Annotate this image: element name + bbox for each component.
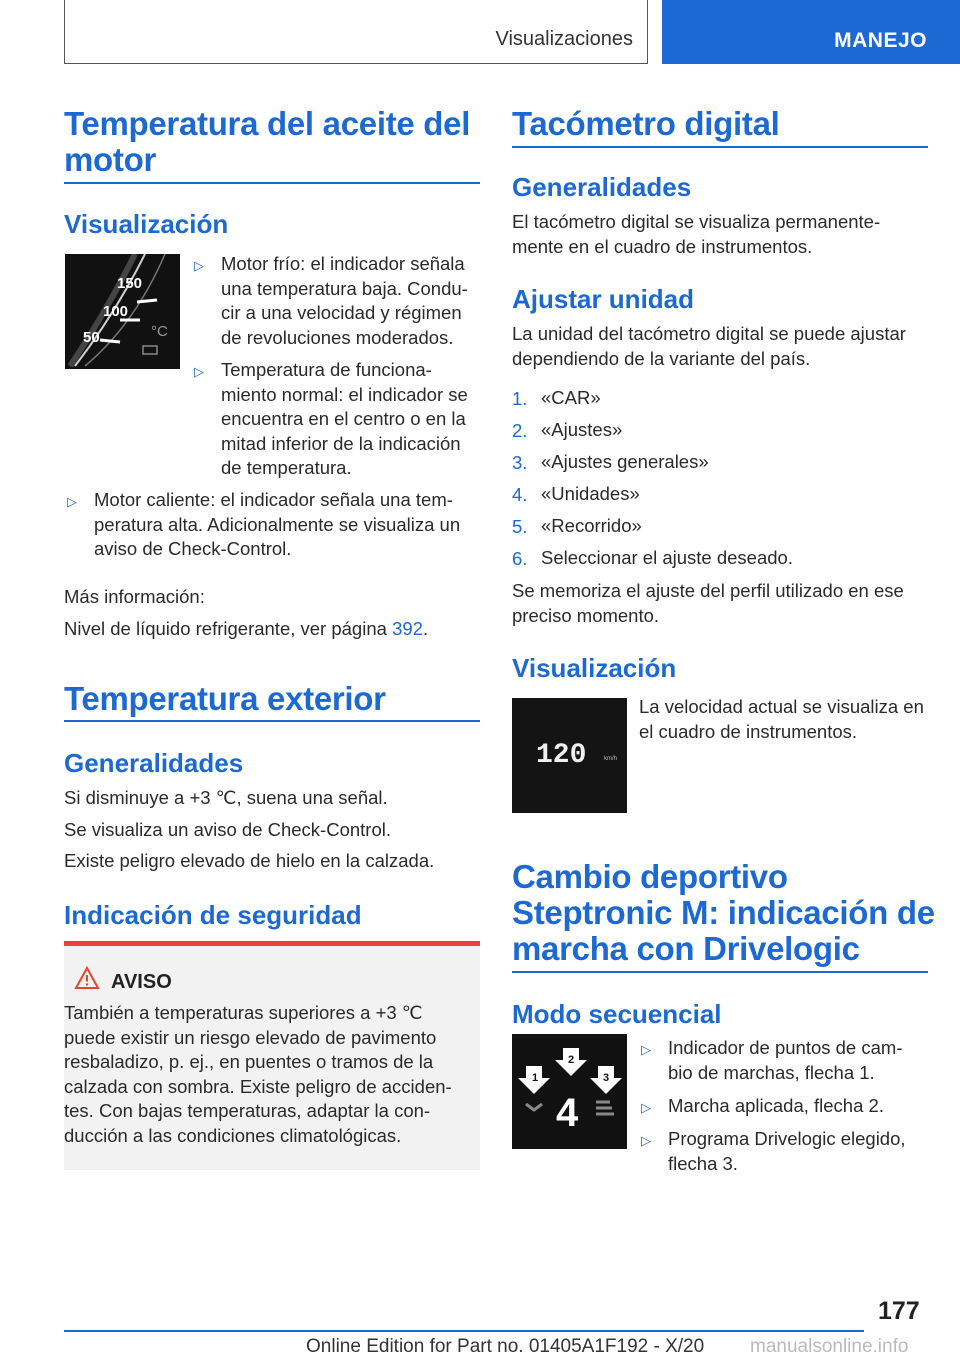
footer-rule (64, 1330, 864, 1332)
speed-unit: km/h (604, 756, 618, 762)
step-text: «Unidades» (541, 483, 640, 504)
bullet-triangle-icon: ▷ (67, 494, 77, 509)
page-number: 177 (878, 1297, 920, 1325)
digital-speed-graphic (512, 698, 627, 813)
bullet-triangle-icon: ▷ (194, 364, 204, 379)
section-rule (64, 720, 480, 722)
ext-temp-title: Temperatura exterior (64, 680, 386, 717)
ext-gen-heading: Generalidades (64, 748, 244, 778)
step-number: 3. (512, 452, 528, 473)
seq-item-line: Indicador de puntos de cam- (668, 1037, 903, 1058)
gauge-label-50: 50 (83, 329, 100, 346)
vis-item-3 (94, 488, 460, 562)
seq-item-2 (668, 1094, 884, 1119)
section-rule (512, 146, 928, 148)
step-number: 1. (512, 388, 528, 409)
coolant-reference-end: . (422, 618, 429, 639)
memo-line: Se memoriza el ajuste del perfil utilizado en ese (512, 580, 904, 601)
header-section-label: Visualizaciones (495, 28, 633, 50)
warning-line: tes. Con bajas temperaturas, adaptar la con- (64, 1100, 431, 1121)
unit-text (512, 322, 906, 371)
bullet-triangle-icon: ▷ (641, 1100, 651, 1115)
step-text: «Recorrido» (541, 515, 642, 536)
tacho-gen-heading: Generalidades (512, 172, 692, 202)
gauge-label-100: 100 (103, 303, 129, 320)
vis-item-2 (221, 358, 468, 481)
step-number: 5. (512, 516, 528, 537)
safety-heading: Indicación de seguridad (64, 900, 362, 930)
tacho-gen-line: El tacómetro digital se visualiza permanente- (512, 211, 881, 232)
ext-gen-line: Se visualiza un aviso de Check-Control. (64, 818, 391, 840)
seq-heading: Modo secuencial (512, 999, 722, 1029)
oil-gauge-graphic (65, 254, 180, 369)
section-rule (512, 971, 928, 973)
more-info-label: Más información: (64, 586, 205, 607)
vis-item-3-line: aviso de Check-Control. (94, 538, 292, 559)
oil-temp-gauge-image (65, 254, 180, 369)
gear-indicator-graphic (512, 1034, 627, 1149)
warning-triangle-icon (74, 966, 100, 990)
coolant-reference-text: Nivel de líquido refrigerante, ver página (64, 618, 393, 639)
seq-item-line: Programa Drivelogic elegido, (668, 1128, 906, 1149)
tacho-vis-line: La velocidad actual se visualiza en (639, 696, 924, 717)
vis-item-1 (221, 252, 468, 350)
ext-gen-text (64, 786, 434, 874)
gauge-label-150: 150 (117, 275, 143, 292)
unit-line: dependiendo de la variante del país. (512, 347, 811, 369)
tacho-vis-line: el cuadro de instrumentos. (639, 720, 858, 742)
step-text: «Ajustes» (541, 419, 623, 440)
header-chapter-label: MANEJO (834, 29, 927, 52)
warning-line: ducción a las condiciones climatológicas. (64, 1124, 402, 1146)
vis-item-1-line: de revoluciones moderados. (221, 326, 454, 348)
oil-temp-title-line2: motor (64, 141, 156, 178)
vis-item-1-line: una temperatura baja. Condu- (221, 277, 468, 299)
warning-line: También a temperaturas superiores a +3 ℃ (64, 1002, 423, 1023)
oil-vis-heading: Visualización (64, 209, 229, 239)
step-text: «CAR» (541, 387, 601, 408)
vis-item-2-line: mitad inferior de la indicación (221, 432, 461, 454)
header-chapter-tab (662, 0, 960, 64)
ext-gen-line: Existe peligro elevado de hielo en la calzada. (64, 850, 435, 871)
warning-line: calzada con sombra. Existe peligro de acciden- (64, 1075, 452, 1097)
tacho-gen-line: mente en el cuadro de instrumentos. (512, 235, 813, 257)
oil-temp-title (64, 106, 470, 178)
warning-line: resbaladizo, p. ej., en puentes o tramos de la (64, 1051, 434, 1072)
section-rule (64, 182, 480, 184)
warning-text (64, 1001, 452, 1148)
warning-box (64, 941, 480, 1170)
seq-item-line: bio de marchas, flecha 1. (668, 1061, 875, 1083)
vis-item-3-line: Motor caliente: el indicador señala una tem- (94, 489, 453, 510)
header-section-tab (64, 0, 648, 64)
vis-item-2-line: miento normal: el indicador se (221, 383, 468, 405)
warning-line: puede existir un riesgo elevado de pavimento (64, 1026, 437, 1048)
vis-item-1-line: Motor frío: el indicador señala (221, 253, 465, 274)
bullet-triangle-icon: ▷ (641, 1133, 651, 1148)
memo-text (512, 579, 904, 628)
tacho-title: Tacómetro digital (512, 105, 780, 142)
memo-line: preciso momento. (512, 604, 660, 626)
vis-item-2-line: encuentra en el centro o en la (221, 408, 466, 429)
footer-watermark: manualsonline.info (750, 1336, 909, 1357)
digital-speed-image (512, 698, 627, 813)
coolant-page-link[interactable]: 392 (392, 618, 423, 639)
oil-temp-title-line1: Temperatura del aceite del (64, 105, 471, 142)
seq-item-line: Marcha aplicada, flecha 2. (668, 1095, 884, 1116)
tacho-vis-heading: Visualización (512, 653, 677, 683)
arrow-label-1: 1 (532, 1072, 539, 1084)
seq-item-1 (668, 1036, 902, 1085)
bullet-triangle-icon: ▷ (641, 1042, 651, 1057)
gear-indicator-image (512, 1034, 627, 1149)
unit-heading: Ajustar unidad (512, 284, 695, 314)
gear-value: 4 (556, 1091, 579, 1135)
vis-item-2-line: de temperatura. (221, 457, 352, 478)
step-number: 4. (512, 484, 528, 505)
step-number: 2. (512, 420, 528, 441)
step-number: 6. (512, 548, 528, 569)
seq-item-line: flecha 3. (668, 1152, 738, 1174)
speed-value: 120 (536, 740, 587, 771)
gauge-unit: °C (151, 323, 168, 340)
footer-edition: Online Edition for Part no. 01405A1F192 - X/20 (306, 1336, 705, 1357)
bullet-triangle-icon: ▷ (194, 258, 204, 273)
vis-item-2-line: Temperatura de funciona- (221, 359, 432, 380)
cambio-title-line: Cambio deportivo (512, 858, 788, 895)
unit-line: La unidad del tacómetro digital se puede ajustar (512, 323, 906, 344)
cambio-title-line: marcha con Drivelogic (512, 930, 860, 967)
cambio-title (512, 859, 935, 967)
tacho-vis-text (639, 695, 924, 744)
coolant-reference (64, 617, 428, 642)
vis-item-1-line: cir a una velocidad y régimen (221, 302, 462, 323)
seq-item-3 (668, 1127, 906, 1176)
step-text: Seleccionar el ajuste deseado. (541, 547, 793, 568)
ext-gen-line: Si disminuye a +3 ℃, suena una señal. (64, 787, 388, 808)
vis-item-3-line: peratura alta. Adicionalmente se visualiza un (94, 513, 461, 535)
arrow-label-2: 2 (568, 1054, 575, 1066)
warning-label: AVISO (111, 971, 172, 993)
step-text: «Ajustes generales» (541, 451, 709, 472)
cambio-title-line: Steptronic M: indicación de (512, 894, 935, 931)
arrow-label-3: 3 (603, 1072, 610, 1084)
tacho-gen-text (512, 210, 880, 259)
